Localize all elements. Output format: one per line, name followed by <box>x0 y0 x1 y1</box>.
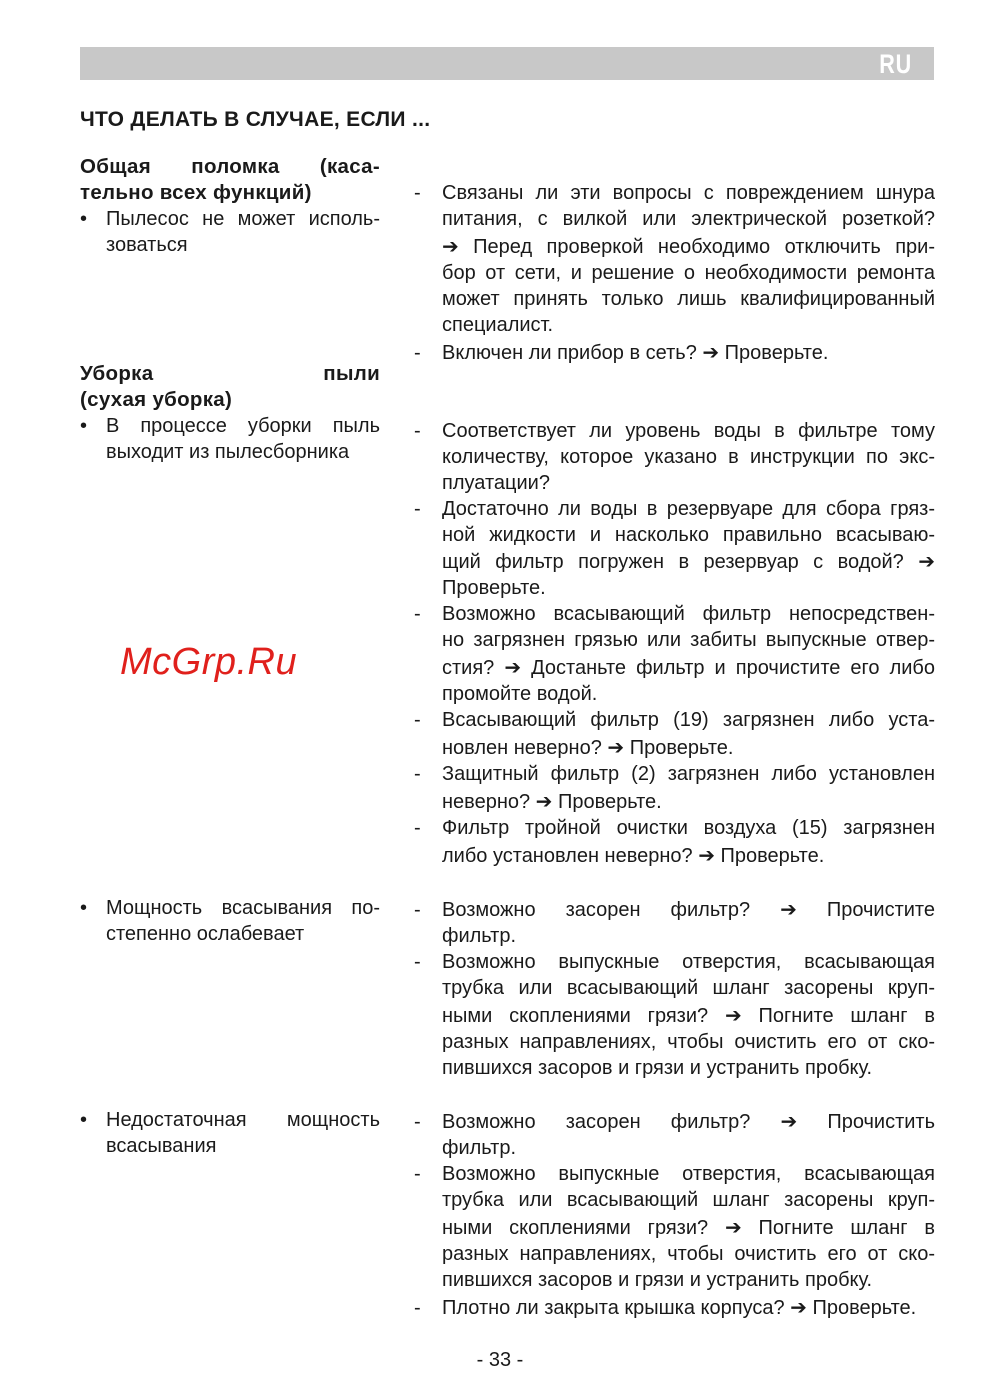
dash-marker: - <box>414 899 421 921</box>
solution-text-line: Всасывающий фильтр (19) загрязнен либо уста- <box>442 709 935 731</box>
solution-text-line: ными скоплениями грязи? ➔ Погните шланг в <box>442 1217 935 1239</box>
solution-text-line: Возможно всасывающий фильтр непосредствен- <box>442 603 935 625</box>
solution-text-line: Возможно засорен фильтр? ➔ Прочистите <box>442 899 935 921</box>
page-number: - 33 - <box>476 1349 524 1371</box>
solution-text-line: количеству, которое указано в инструкции по экс- <box>442 446 935 468</box>
section-heading-line: (сухая уборка) <box>80 388 233 411</box>
solution-text-line: Плотно ли закрыта крышка корпуса? ➔ Проверьте. <box>442 1297 917 1319</box>
solution-text-line: неверно? ➔ Проверьте. <box>442 791 662 813</box>
solution-text-line: бор от сети, и решение о необходимости ремонта <box>442 262 935 284</box>
solution-text-line: Возможно выпускные отверстия, всасывающая <box>442 951 935 973</box>
solution-text-line: разных направлениях, чтобы очистить его от ско- <box>442 1031 935 1053</box>
solution-text-line: пившихся засоров и грязи и устранить пробку. <box>442 1269 873 1291</box>
solution-text-line: плуатации? <box>442 472 550 494</box>
dash-marker: - <box>414 1163 421 1185</box>
solution-text-line: ➔ Перед проверкой необходимо отключить при- <box>442 236 935 258</box>
bullet-icon: • <box>80 897 88 919</box>
bullet-icon: • <box>80 415 88 437</box>
problem-text-line: выходит из пылесборника <box>106 441 350 463</box>
section-heading-line: тельно всех функций) <box>80 181 312 204</box>
problem-text-line: степенно ослабевает <box>106 923 305 945</box>
solution-text-line: стия? ➔ Достаньте фильтр и прочистите его либо <box>442 657 935 679</box>
problem-text-line: Недостаточная мощность <box>106 1109 380 1131</box>
dash-marker: - <box>414 498 421 520</box>
solution-text-line: может принять только лишь квалифицированный <box>442 288 935 310</box>
solution-text-line: Включен ли прибор в сеть? ➔ Проверьте. <box>442 342 829 364</box>
problem-text-line: Мощность всасывания по- <box>106 897 380 919</box>
solution-text-line: Проверьте. <box>442 577 546 599</box>
solution-text-line: фильтр. <box>442 1137 516 1159</box>
dash-marker: - <box>414 603 421 625</box>
dash-marker: - <box>414 817 421 839</box>
solution-text-line: новлен неверно? ➔ Проверьте. <box>442 737 734 759</box>
solution-text-line: Соответствует ли уровень воды в фильтре тому <box>442 420 935 442</box>
section-heading-line: Общая поломка (каса- <box>80 155 380 178</box>
solution-text-line: но загрязнен грязью или забиты выпускные отвер- <box>442 629 935 651</box>
solution-text-line: промойте водой. <box>442 683 598 705</box>
dash-marker: - <box>414 951 421 973</box>
solution-text-line: Фильтр тройной очистки воздуха (15) загрязнен <box>442 817 935 839</box>
dash-marker: - <box>414 709 421 731</box>
bullet-icon: • <box>80 1109 88 1131</box>
bullet-icon: • <box>80 208 88 230</box>
problem-text-line: зоваться <box>106 234 188 256</box>
problem-text-line: В процессе уборки пыль <box>106 415 380 437</box>
page-title: ЧТО ДЕЛАТЬ В СЛУЧАЕ, ЕСЛИ ... <box>80 108 431 131</box>
solution-text-line: ной жидкости и насколько правильно всасываю- <box>442 524 935 546</box>
solution-text-line: либо установлен неверно? ➔ Проверьте. <box>442 845 825 867</box>
solution-text-line: пившихся засоров и грязи и устранить пробку. <box>442 1057 873 1079</box>
section-heading-line: Уборка пыли <box>80 362 380 385</box>
dash-marker: - <box>414 1297 421 1319</box>
solution-text-line: Защитный фильтр (2) загрязнен либо установлен <box>442 763 935 785</box>
dash-marker: - <box>414 763 421 785</box>
solution-text-line: трубка или всасывающий шланг засорены круп- <box>442 1189 935 1211</box>
language-label: RU <box>879 49 912 79</box>
dash-marker: - <box>414 1111 421 1133</box>
dash-marker: - <box>414 420 421 442</box>
solution-text-line: разных направлениях, чтобы очистить его от ско- <box>442 1243 935 1265</box>
problem-text-line: Пылесос не может исполь- <box>106 208 380 230</box>
solution-text-line: Возможно засорен фильтр? ➔ Прочистить <box>442 1111 935 1133</box>
solution-text-line: щий фильтр погружен в резервуар с водой? ➔ <box>442 551 935 573</box>
solution-text-line: Достаточно ли воды в резервуаре для сбора гряз- <box>442 498 935 520</box>
problem-text-line: всасывания <box>106 1135 217 1157</box>
dash-marker: - <box>414 182 421 204</box>
solution-text-line: специалист. <box>442 314 554 336</box>
header-bar <box>80 47 934 80</box>
solution-text-line: фильтр. <box>442 925 516 947</box>
solution-text-line: ными скоплениями грязи? ➔ Погните шланг в <box>442 1005 935 1027</box>
watermark-logo: McGrp.Ru <box>120 641 298 683</box>
solution-text-line: Возможно выпускные отверстия, всасывающая <box>442 1163 935 1185</box>
solution-text-line: трубка или всасывающий шланг засорены круп- <box>442 977 935 999</box>
dash-marker: - <box>414 342 421 364</box>
solution-text-line: питания, с вилкой или электрической розеткой? <box>442 208 935 230</box>
solution-text-line: Связаны ли эти вопросы с повреждением шнура <box>442 182 935 204</box>
